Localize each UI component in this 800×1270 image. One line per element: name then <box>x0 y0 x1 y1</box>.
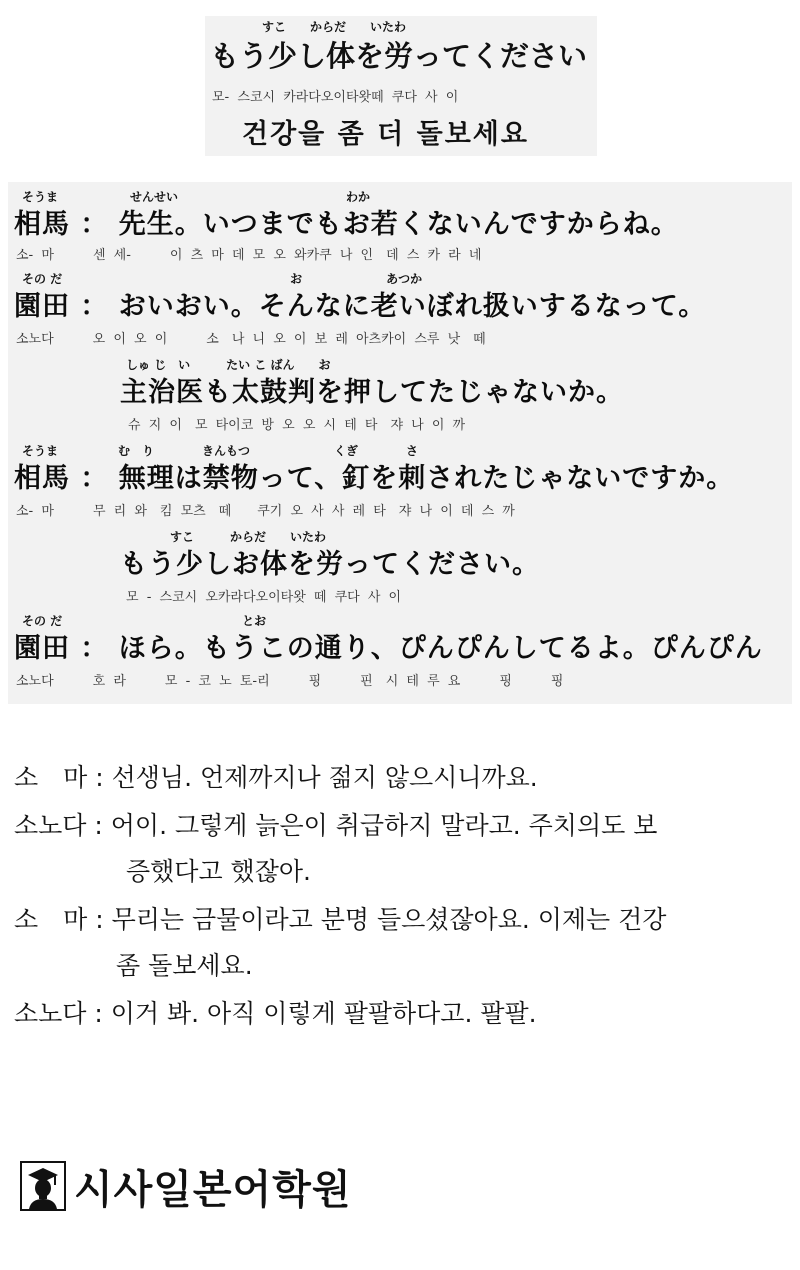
dialogue-japanese: 主治医も太鼓判を押してたじゃないか。 <box>120 377 624 408</box>
dialogue-pronunciation: 소노다 오 이 오 이 소 나 니 오 이 보 레 아츠카이 스루 낫 떼 <box>16 332 486 347</box>
dialogue-pronunciation: 소- 마 센 세- 이 츠 마 데 모 오 와카쿠 나 인 데 스 카 라 네 <box>16 248 482 263</box>
translation-line: 소 마 : 선생님. 언제까지나 젊지 않으시니까요. <box>14 763 538 792</box>
dialogue-pronunciation: 슈 지 이 모 타이코 방 오 오 시 테 타 쟈 나 이 까 <box>128 418 466 433</box>
logo-text: 시사일본어학원 <box>74 1166 352 1213</box>
dialogue-furigana: そうま む り きんもつ くぎ さ <box>22 444 419 458</box>
dialogue-furigana: その だ お あつか <box>22 272 423 286</box>
dialogue-furigana: しゅ じ い たい こ ばん お <box>126 358 331 372</box>
dialogue-furigana: その だ とお <box>22 614 267 628</box>
translation-line: 소노다 : 어이. 그렇게 늙은이 취급하지 말라고. 주치의도 보 <box>14 811 658 840</box>
academy-logo <box>20 1158 351 1214</box>
title-pronunciation: 모- 스코시 카라다오이타왓떼 쿠다 사 이 <box>212 90 459 105</box>
translation-line: 증했다고 했잖아. <box>126 857 311 886</box>
graduate-icon <box>20 1161 66 1211</box>
dialogue-japanese: 園田 ： ほら。もうこの通り、ぴんぴんしてるよ。ぴんぴん <box>14 633 763 664</box>
dialogue-japanese: もう少しお体を労ってください。 <box>120 549 540 580</box>
translation-line: 좀 돌보세요. <box>116 951 253 980</box>
dialogue-furigana: すこ からだ いたわ <box>170 530 327 544</box>
title-furigana: すこ からだ いたわ <box>262 20 407 34</box>
translation-line: 소노다 : 이거 봐. 아직 이렇게 팔팔하다고. 팔팔. <box>14 999 537 1028</box>
dialogue-japanese: 相馬 ： 先生。いつまでもお若くないんですからね。 <box>14 209 679 240</box>
dialogue-pronunciation: 모 - 스코시 오카라다오이타왓 떼 쿠다 사 이 <box>126 590 402 605</box>
title-korean: 건강을 좀 더 돌보세요 <box>242 119 529 150</box>
dialogue-japanese: 園田 ： おいおい。そんなに老いぼれ扱いするなって。 <box>14 291 707 322</box>
title-japanese: もう少し体を労ってください <box>210 39 588 73</box>
translation-line: 소 마 : 무리는 금물이라고 분명 들으셨잖아요. 이제는 건강 <box>14 905 667 934</box>
dialogue-japanese: 相馬 ： 無理は禁物って、釘を刺されたじゃないですか。 <box>14 463 735 494</box>
dialogue-pronunciation: 소- 마 무 리 와 킴 모츠 떼 쿠기 오 사 사 레 타 쟈 나 이 데 스 까 <box>16 504 515 519</box>
dialogue-furigana: そうま せんせい わか <box>22 190 371 204</box>
dialogue-pronunciation: 소노다 호 라 모 - 코 노 토-리 핑 핀 시 테 루 요 핑 핑 <box>16 674 564 689</box>
